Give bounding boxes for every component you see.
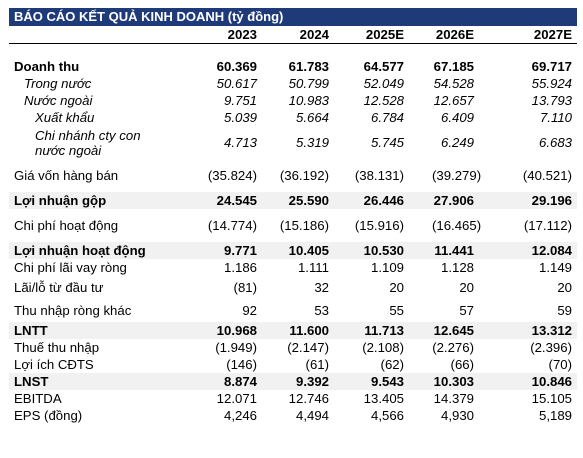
row-value: 6.249 bbox=[440, 135, 474, 150]
row-label: Chi phí hoạt động bbox=[14, 218, 119, 233]
row-value: 5,189 bbox=[538, 408, 572, 423]
row-label: Doanh thu bbox=[14, 59, 80, 74]
table-row bbox=[9, 373, 577, 390]
header-label-cell bbox=[9, 26, 179, 44]
row-value: 67.185 bbox=[433, 59, 474, 74]
row-value: (40.521) bbox=[522, 168, 572, 183]
row-value: (81) bbox=[233, 280, 257, 295]
table-row bbox=[9, 299, 577, 322]
report-title: BÁO CÁO KẾT QUẢ KINH DOANH (tỷ đồng) bbox=[14, 9, 284, 24]
row-value: 4,246 bbox=[223, 408, 257, 423]
row-label: Thuế thu nhập bbox=[14, 340, 100, 355]
row-label: EBITDA bbox=[14, 391, 62, 406]
table-row bbox=[9, 92, 577, 109]
row-value: 59 bbox=[557, 303, 572, 318]
row-value: 69.717 bbox=[531, 59, 572, 74]
row-value: 12.528 bbox=[363, 93, 404, 108]
row-value: (15.916) bbox=[354, 218, 404, 233]
row-value: 54.528 bbox=[433, 76, 474, 91]
row-value: 53 bbox=[314, 303, 329, 318]
row-value: 9.543 bbox=[334, 373, 409, 390]
row-value: 14.379 bbox=[433, 391, 474, 406]
row-label: Trong nước bbox=[24, 76, 92, 91]
row-value: 50.617 bbox=[216, 76, 257, 91]
income-statement bbox=[9, 8, 577, 424]
row-label: Lãi/lỗ từ đầu tư bbox=[14, 280, 104, 295]
row-value: (36.192) bbox=[279, 168, 329, 183]
table-row bbox=[9, 276, 577, 299]
row-value: 6.409 bbox=[440, 110, 474, 125]
row-value: 12.071 bbox=[216, 391, 257, 406]
table-row bbox=[9, 322, 577, 339]
row-value: 32 bbox=[314, 280, 329, 295]
row-value: 10.968 bbox=[179, 322, 262, 339]
row-value: 50.799 bbox=[288, 76, 329, 91]
table-row bbox=[9, 159, 577, 192]
row-value: (2.147) bbox=[287, 340, 329, 355]
row-label: LNST bbox=[9, 373, 179, 390]
table-row bbox=[9, 209, 577, 242]
table-row bbox=[9, 407, 577, 424]
table-row bbox=[9, 192, 577, 209]
row-value: 1.149 bbox=[538, 260, 572, 275]
row-value: 55.924 bbox=[531, 76, 572, 91]
row-value: 5.745 bbox=[370, 135, 404, 150]
table-row bbox=[9, 58, 577, 75]
row-value: 20 bbox=[557, 280, 572, 295]
row-label: Lợi ích CĐTS bbox=[14, 357, 94, 372]
row-value: (35.824) bbox=[207, 168, 257, 183]
row-value: 13.793 bbox=[531, 93, 572, 108]
row-label bbox=[9, 126, 179, 159]
row-value: 1.109 bbox=[370, 260, 404, 275]
spacer-row bbox=[9, 44, 577, 59]
row-value: 24.545 bbox=[179, 192, 262, 209]
row-value: 12.657 bbox=[433, 93, 474, 108]
row-value: 5.039 bbox=[223, 110, 257, 125]
row-value: 26.446 bbox=[334, 192, 409, 209]
income-statement-table bbox=[9, 26, 577, 424]
header-row bbox=[9, 26, 577, 44]
column-header: 2026E bbox=[409, 26, 479, 44]
row-label-text: Chi nhánh cty con nước ngoài bbox=[35, 127, 141, 158]
row-value: 60.369 bbox=[216, 59, 257, 74]
row-value: 57 bbox=[459, 303, 474, 318]
row-label: Thu nhập ròng khác bbox=[14, 303, 132, 318]
row-value: 12.746 bbox=[288, 391, 329, 406]
row-value: 10.530 bbox=[334, 242, 409, 259]
table-row bbox=[9, 339, 577, 356]
row-value bbox=[409, 159, 482, 192]
row-value: 20 bbox=[389, 280, 404, 295]
column-header: 2027E bbox=[479, 26, 577, 44]
row-value: 4,494 bbox=[295, 408, 329, 423]
table-row bbox=[9, 259, 577, 276]
row-value: 12.084 bbox=[479, 242, 577, 259]
table-row bbox=[9, 242, 577, 259]
row-value: 1.111 bbox=[297, 260, 329, 275]
row-label: Lợi nhuận gộp bbox=[9, 192, 179, 209]
row-value: 11.600 bbox=[262, 322, 334, 339]
row-value: (15.186) bbox=[279, 218, 329, 233]
column-header: 2024 bbox=[262, 26, 334, 44]
row-value-text: (16.465) bbox=[432, 218, 482, 233]
row-value: (66) bbox=[450, 357, 474, 372]
row-value: 92 bbox=[242, 303, 257, 318]
row-value: 25.590 bbox=[262, 192, 334, 209]
row-value-text: (39.279) bbox=[432, 168, 482, 183]
table-row bbox=[9, 75, 577, 92]
row-value: 9.392 bbox=[262, 373, 334, 390]
title-bar bbox=[9, 8, 577, 26]
row-value: 6.784 bbox=[370, 110, 404, 125]
row-label: Giá vốn hàng bán bbox=[14, 168, 119, 183]
row-value bbox=[409, 209, 482, 242]
row-value: 15.105 bbox=[531, 391, 572, 406]
row-value: (2.108) bbox=[362, 340, 404, 355]
row-value: 5.319 bbox=[295, 135, 329, 150]
row-value: 9.771 bbox=[179, 242, 262, 259]
row-value: 8.874 bbox=[179, 373, 262, 390]
row-label: Chi phí lãi vay ròng bbox=[14, 260, 127, 275]
row-value: (17.112) bbox=[523, 218, 572, 233]
row-value: 9.751 bbox=[223, 93, 257, 108]
row-value: 10.846 bbox=[479, 373, 577, 390]
row-value: (62) bbox=[380, 357, 404, 372]
row-value: 4,930 bbox=[440, 408, 474, 423]
row-label: EPS (đồng) bbox=[14, 408, 83, 423]
row-label: Nước ngoài bbox=[24, 93, 93, 108]
table-row bbox=[9, 109, 577, 126]
table-row bbox=[9, 356, 577, 373]
row-value: (2.276) bbox=[432, 340, 474, 355]
row-value: 10.405 bbox=[262, 242, 334, 259]
row-value: 10.983 bbox=[288, 93, 329, 108]
row-value: 52.049 bbox=[363, 76, 404, 91]
row-value: (70) bbox=[548, 357, 572, 372]
row-value: 7.110 bbox=[539, 110, 572, 125]
row-value: (61) bbox=[305, 357, 329, 372]
table-row bbox=[9, 390, 577, 407]
row-value: 1.128 bbox=[440, 260, 474, 275]
row-label: LNTT bbox=[9, 322, 179, 339]
row-value: 6.683 bbox=[538, 135, 572, 150]
row-value: 11.441 bbox=[409, 242, 479, 259]
row-value: (1.949) bbox=[215, 340, 257, 355]
row-value: 55 bbox=[389, 303, 404, 318]
row-value: (2.396) bbox=[530, 340, 572, 355]
row-value: 10.303 bbox=[409, 373, 479, 390]
row-value: (146) bbox=[226, 357, 257, 372]
row-value: (14.774) bbox=[207, 218, 257, 233]
row-value: 13.405 bbox=[363, 391, 404, 406]
row-value: 29.196 bbox=[479, 192, 577, 209]
column-header: 2023 bbox=[179, 26, 262, 44]
row-value: (38.131) bbox=[354, 168, 404, 183]
row-value: 12.645 bbox=[409, 322, 479, 339]
row-value: 5.664 bbox=[295, 110, 329, 125]
row-label: Xuất khẩu bbox=[35, 110, 95, 125]
row-value: 1.186 bbox=[223, 260, 257, 275]
row-value: 13.312 bbox=[479, 322, 577, 339]
row-value: 4,566 bbox=[370, 408, 404, 423]
row-value: 11.713 bbox=[334, 322, 409, 339]
column-header: 2025E bbox=[334, 26, 409, 44]
row-value: 64.577 bbox=[363, 59, 404, 74]
table-row bbox=[9, 126, 577, 159]
row-value: 4.713 bbox=[223, 135, 257, 150]
row-label: Lợi nhuận hoạt động bbox=[9, 242, 179, 259]
row-value: 20 bbox=[459, 280, 474, 295]
row-value: 61.783 bbox=[288, 59, 329, 74]
row-value: 27.906 bbox=[409, 192, 479, 209]
